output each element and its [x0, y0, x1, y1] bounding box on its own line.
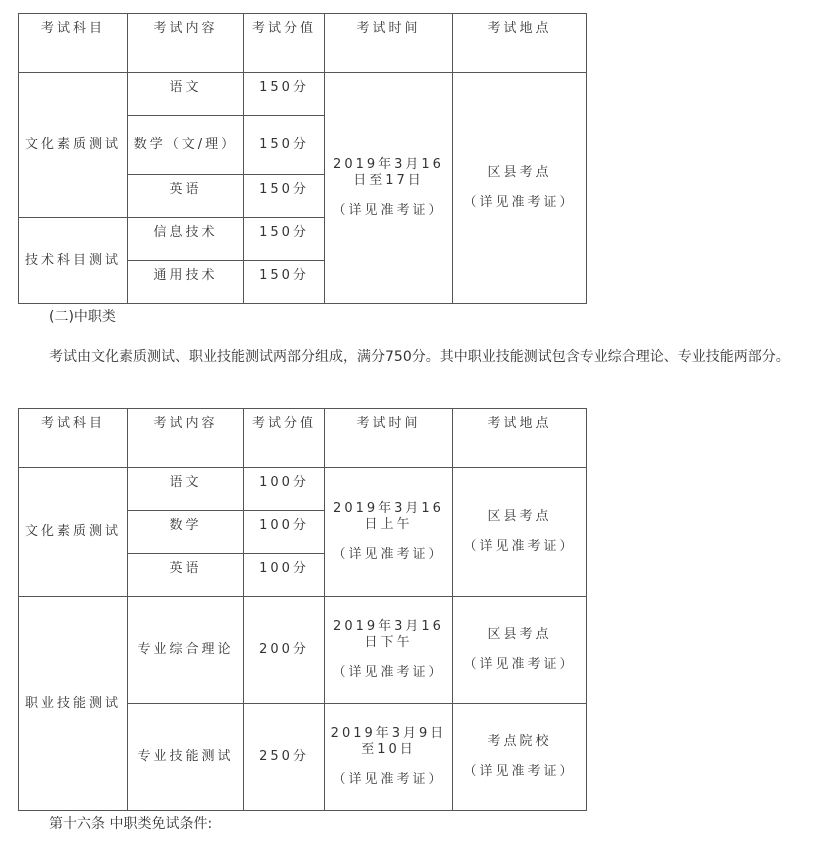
header-place: 考试地点 — [453, 409, 587, 468]
header-subject: 考试科目 — [19, 14, 128, 73]
time-cell — [325, 468, 453, 597]
time-note: （详见准考证） — [332, 547, 445, 562]
time-note: （详见准考证） — [332, 665, 445, 680]
time-text: 2019年3月16日至17日 — [333, 157, 444, 188]
content-cell: 英语 — [128, 175, 244, 218]
header-place: 考试地点 — [453, 14, 587, 73]
header-time: 考试时间 — [325, 409, 453, 468]
subject-cell: 文化素质测试 — [19, 73, 128, 218]
place-note: （详见准考证） — [463, 764, 576, 779]
spacer — [457, 643, 582, 657]
header-time: 考试时间 — [325, 14, 453, 73]
place-text: 区县考点 — [487, 509, 552, 524]
article-heading: 第十六条 中职类免试条件: — [49, 816, 213, 832]
content-cell: 专业技能测试 — [128, 704, 244, 811]
header-content: 考试内容 — [128, 14, 244, 73]
table-row — [19, 597, 587, 704]
time-cell — [325, 73, 453, 304]
place-text: 区县考点 — [487, 627, 552, 642]
section-heading: (二)中职类 — [49, 309, 116, 325]
table-header-row — [19, 409, 587, 468]
score-cell: 150分 — [244, 261, 325, 304]
place-text: 考点院校 — [487, 734, 552, 749]
time-cell — [325, 597, 453, 704]
time-note: （详见准考证） — [332, 203, 445, 218]
spacer — [457, 525, 582, 539]
place-cell — [453, 468, 587, 597]
time-text: 2019年3月9日至10日 — [330, 726, 447, 757]
exam-table-2 — [18, 408, 587, 811]
content-cell: 专业综合理论 — [128, 597, 244, 704]
score-cell: 100分 — [244, 554, 325, 597]
spacer — [329, 533, 448, 547]
table-row — [19, 73, 587, 116]
content-cell: 通用技术 — [128, 261, 244, 304]
spacer — [457, 750, 582, 764]
subject-cell: 职业技能测试 — [19, 597, 128, 811]
score-cell: 150分 — [244, 218, 325, 261]
content-cell: 数学 — [128, 511, 244, 554]
spacer — [457, 181, 582, 195]
header-score: 考试分值 — [244, 409, 325, 468]
score-cell: 100分 — [244, 468, 325, 511]
place-text: 区县考点 — [487, 165, 552, 180]
time-cell — [325, 704, 453, 811]
spacer — [329, 189, 448, 203]
place-note: （详见准考证） — [463, 657, 576, 672]
header-score: 考试分值 — [244, 14, 325, 73]
intro-paragraph: 考试由文化素质测试、职业技能测试两部分组成，满分750分。其中职业技能测试包含专业综合理论、专业技能两部分。 — [49, 349, 790, 365]
score-cell: 100分 — [244, 511, 325, 554]
content-cell: 语文 — [128, 73, 244, 116]
score-cell: 150分 — [244, 73, 325, 116]
header-content: 考试内容 — [128, 409, 244, 468]
time-text: 2019年3月16日上午 — [333, 501, 444, 532]
spacer — [329, 758, 448, 772]
time-note: （详见准考证） — [332, 772, 445, 787]
score-cell: 250分 — [244, 704, 325, 811]
table-header-row — [19, 14, 587, 73]
place-note: （详见准考证） — [463, 195, 576, 210]
content-cell: 信息技术 — [128, 218, 244, 261]
content-cell: 数学（文/理） — [128, 116, 244, 175]
score-cell: 200分 — [244, 597, 325, 704]
table-row — [19, 468, 587, 511]
score-cell: 150分 — [244, 116, 325, 175]
content-cell: 英语 — [128, 554, 244, 597]
score-cell: 150分 — [244, 175, 325, 218]
place-cell — [453, 73, 587, 304]
subject-cell: 技术科目测试 — [19, 218, 128, 304]
subject-cell: 文化素质测试 — [19, 468, 128, 597]
place-cell — [453, 597, 587, 704]
spacer — [329, 651, 448, 665]
time-text: 2019年3月16日下午 — [333, 619, 444, 650]
exam-table-1 — [18, 13, 587, 304]
header-subject: 考试科目 — [19, 409, 128, 468]
place-cell — [453, 704, 587, 811]
content-cell: 语文 — [128, 468, 244, 511]
place-note: （详见准考证） — [463, 539, 576, 554]
